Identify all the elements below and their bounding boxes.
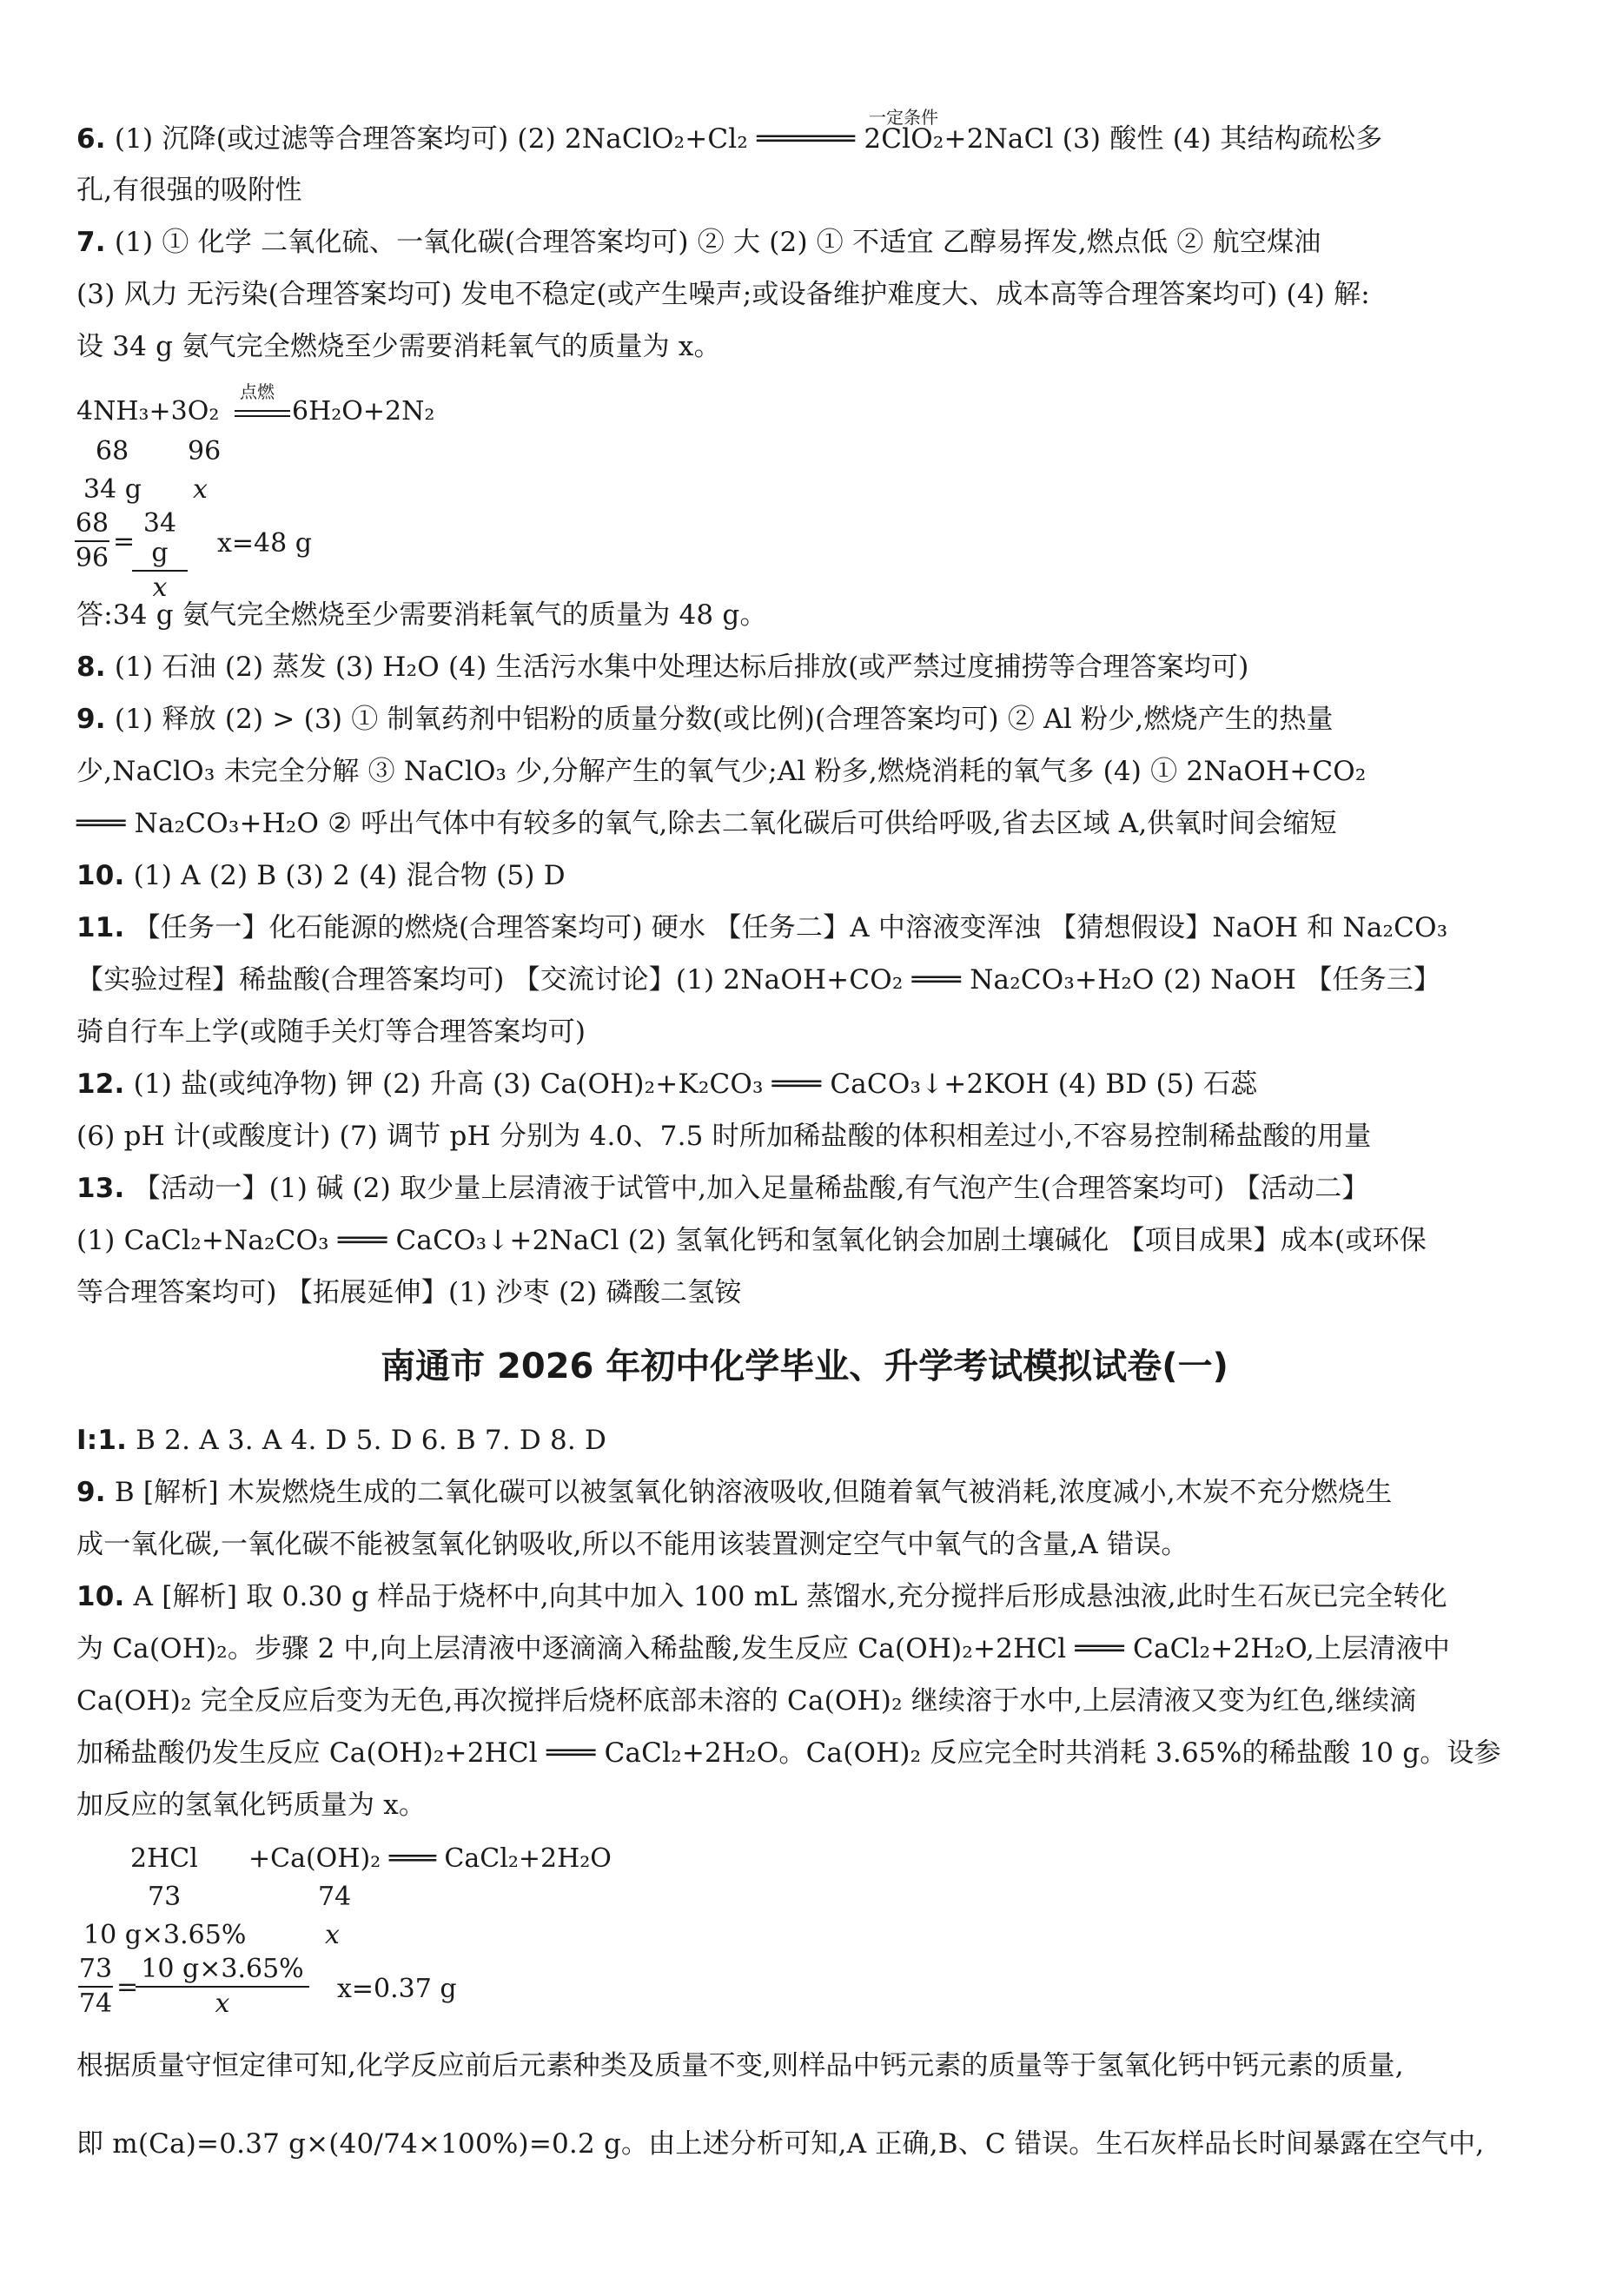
answer-10: 10. (1) A (2) B (3) 2 (4) 混合物 (5) D xyxy=(76,860,566,891)
answer-10-analysis-line-5: 加反应的氢氧化钙质量为 x。 xyxy=(76,1790,427,1821)
answer-9-line-1: 9. (1) 释放 (2) > (3) ① 制氧药剂中铝粉的质量分数(或比例)(合理答案均可) ② Al 粉少,燃烧产生的热量 xyxy=(76,704,1334,735)
equation-rest: +Ca(OH)₂ ═══ CaCl₂+2H₂O xyxy=(248,1843,612,1874)
answer-7-conclusion: 答:34 g 氨气完全燃烧至少需要消耗氧气的质量为 48 g。 xyxy=(76,599,767,631)
answer-10-analysis-line-3: Ca(OH)₂ 完全反应后变为无色,再次搅拌后烧杯底部未溶的 Ca(OH)₂ 继续溶于水中,上层清液又变为红色,继续滴 xyxy=(76,1685,1417,1717)
question-number: 10. xyxy=(76,1581,125,1612)
ratio-right: 34 g x xyxy=(132,509,188,603)
answer-9-analysis-line-1: 9. B [解析] 木炭燃烧生成的二氧化碳可以被氢氧化钠溶液吸收,但随着氧气被消耗,浓度减小,木炭不充分燃烧生 xyxy=(76,1477,1393,1508)
answer-13-line-3: 等合理答案均可) 【拓展延伸】(1) 沙枣 (2) 磷酸二氢铵 xyxy=(76,1277,742,1308)
equals-sign: = xyxy=(113,526,136,557)
question-number: 9. xyxy=(76,1477,106,1508)
result: x=48 g xyxy=(217,528,312,559)
equals-sign: = xyxy=(116,1972,139,2002)
actual-mass-1: 34 g xyxy=(83,474,142,505)
result: x=0.37 g xyxy=(337,1974,457,2004)
answer-12-line-2: (6) pH 计(或酸度计) (7) 调节 pH 分别为 4.0、7.5 时所加稀盐酸的体积相差过小,不容易控制稀盐酸的用量 xyxy=(76,1121,1372,1152)
answer-10-analysis-line-2: 为 Ca(OH)₂。步骤 2 中,向上层清液中逐滴滴入稀盐酸,发生反应 Ca(OH)₂+2HCl ═══ CaCl₂+2H₂O,上层清液中 xyxy=(76,1633,1451,1664)
section-title: 南通市 2026 年初中化学毕业、升学考试模拟试卷(一) xyxy=(381,1347,1228,1386)
unknown-mass: x xyxy=(193,474,208,505)
molar-mass-caoh2: 74 xyxy=(318,1882,352,1912)
section-marker: Ⅰ:1. xyxy=(76,1425,128,1456)
ratio-left: 73 74 xyxy=(78,1954,113,2019)
answer-11-line-3: 骑自行车上学(或随手关灯等合理答案均可) xyxy=(76,1016,586,1048)
molar-mass-2: 96 xyxy=(188,436,222,466)
equation-sign xyxy=(235,410,290,417)
answer-6-line-1 xyxy=(76,122,1383,156)
question-number: 9. xyxy=(76,704,106,735)
question-number: 6. xyxy=(76,123,106,155)
equation-condition: 点燃 xyxy=(240,381,275,402)
question-number: 13. xyxy=(76,1173,125,1204)
question-number: 11. xyxy=(76,912,125,943)
answer-11-line-1: 11. 【任务一】化石能源的燃烧(合理答案均可) 硬水 【任务二】A 中溶液变浑浊 【猜想假设】NaOH 和 Na₂CO₃ xyxy=(76,912,1448,943)
answer-7-line-2: (3) 风力 无污染(合理答案均可) 发电不稳定(或产生噪声;或设备维护难度大、成本高等合理答案均可) (4) 解: xyxy=(76,279,1370,310)
molar-mass-hcl: 73 xyxy=(148,1882,182,1912)
choice-answers: Ⅰ:1. B 2. A 3. A 4. D 5. D 6. B 7. D 8. D xyxy=(76,1425,607,1456)
answer-13-line-2: (1) CaCl₂+Na₂CO₃ ═══ CaCO₃↓+2NaCl (2) 氢氧化钙和氢氧化钠会加剧土壤碱化 【项目成果】成本(或环保 xyxy=(76,1225,1427,1256)
question-number: 7. xyxy=(76,227,106,258)
answer-7-line-3: 设 34 g 氨气完全燃烧至少需要消耗氧气的质量为 x。 xyxy=(76,331,721,362)
actual-mass-hcl: 10 g×3.65% xyxy=(83,1920,247,1950)
equation-right: 6H₂O+2N₂ xyxy=(292,396,435,427)
answer-7-line-1: 7. (1) ① 化学 二氧化硫、一氧化碳(合理答案均可) ② 大 (2) ① 不适宜 乙醇易挥发,燃点低 ② 航空煤油 xyxy=(76,227,1321,258)
answer-11-line-2: 【实验过程】稀盐酸(合理答案均可) 【交流讨论】(1) 2NaOH+CO₂ ═══ Na₂CO₃+H₂O (2) NaOH 【任务三】 xyxy=(76,964,1441,996)
equation-left: 4NH₃+3O₂ xyxy=(76,396,220,427)
answer-text: (1) 沉降(或过滤等合理答案均可) (2) 2NaClO₂+Cl₂ ══════ 2ClO₂+2NaCl (3) 酸性 (4) 其结构疏松多 xyxy=(114,123,1383,155)
answer-9-line-3: ═══ Na₂CO₃+H₂O ② 呼出气体中有较多的氧气,除去二氧化碳后可供给呼吸,省去区域 A,供氧时间会缩短 xyxy=(76,808,1337,839)
answer-12-line-1: 12. (1) 盐(或纯净物) 钾 (2) 升高 (3) Ca(OH)₂+K₂CO₃ ═══ CaCO₃↓+2KOH (4) BD (5) 石蕊 xyxy=(76,1069,1258,1100)
question-number: 10. xyxy=(76,860,125,891)
molar-mass-1: 68 xyxy=(96,436,129,466)
answer-13-line-1: 13. 【活动一】(1) 碱 (2) 取少量上层清液于试管中,加入足量稀盐酸,有气泡产生(合理答案均可) 【活动二】 xyxy=(76,1173,1369,1204)
answer-6-line-2: 孔,有很强的吸附性 xyxy=(76,175,302,206)
question-number: 8. xyxy=(76,652,106,683)
answer-10-analysis-line-6: 根据质量守恒定律可知,化学反应前后元素种类及质量不变,则样品中钙元素的质量等于氢氧化钙中钙元素的质量, xyxy=(76,2050,1404,2081)
answer-10-analysis-line-7: 即 m(Ca)=0.37 g×(40/74×100%)=0.2 g。由上述分析可知,A 正确,B、C 错误。生石灰样品长时间暴露在空气中, xyxy=(76,2128,1485,2160)
answer-10-analysis-line-4: 加稀盐酸仍发生反应 Ca(OH)₂+2HCl ═══ CaCl₂+2H₂O。Ca(OH)₂ 反应完全时共消耗 3.65%的稀盐酸 10 g。设参 xyxy=(76,1737,1501,1769)
answer-9-line-2: 少,NaClO₃ 未完全分解 ③ NaClO₃ 少,分解产生的氧气少;Al 粉多,燃烧消耗的氧气多 (4) ① 2NaOH+CO₂ xyxy=(76,756,1367,787)
equation-reactant-1: 2HCl xyxy=(130,1843,198,1874)
answer-9-analysis-line-2: 成一氧化碳,一氧化碳不能被氢氧化钠吸收,所以不能用该装置测定空气中氧气的含量,A 错误。 xyxy=(76,1529,1189,1560)
answer-10-analysis-line-1: 10. A [解析] 取 0.30 g 样品于烧杯中,向其中加入 100 mL 蒸馏水,充分搅拌后形成悬浊液,此时生石灰已完全转化 xyxy=(76,1581,1447,1612)
answer-8: 8. (1) 石油 (2) 蒸发 (3) H₂O (4) 生活污水集中处理达标后排放(或严禁过度捕捞等合理答案均可) xyxy=(76,652,1249,683)
question-number: 12. xyxy=(76,1069,125,1100)
ratio-left: 68 96 xyxy=(75,508,109,573)
reaction-condition: 一定条件 xyxy=(869,107,938,128)
ratio-right: 10 g×3.65% x xyxy=(136,1955,309,2019)
unknown-mass: x xyxy=(325,1920,340,1950)
